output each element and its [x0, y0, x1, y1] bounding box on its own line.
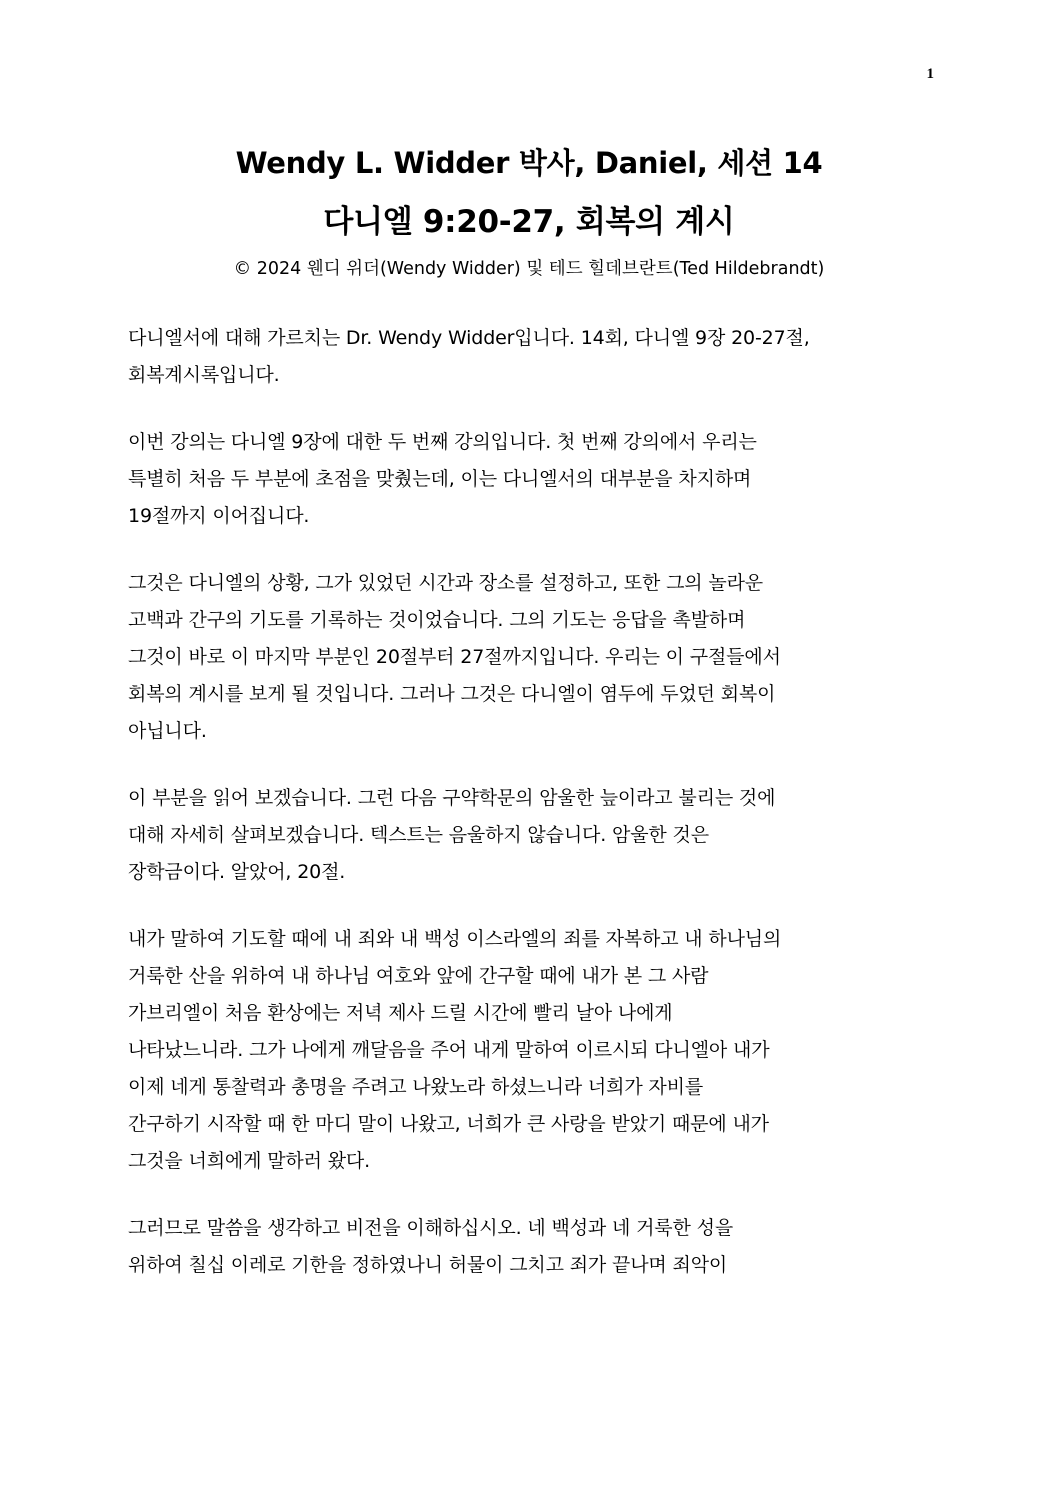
paragraph — [128, 320, 938, 394]
paragraph — [128, 780, 938, 891]
text-line: 이번 강의는 다니엘 9장에 대한 두 번째 강의입니다. 첫 번째 강의에서 우리는 — [128, 431, 757, 453]
text-line: 간구하기 시작할 때 한 마디 말이 나왔고, 너희가 큰 사랑을 받았기 때문에 내가 — [128, 1113, 769, 1135]
paragraph — [128, 424, 938, 535]
text-line: 회복의 계시를 보게 될 것입니다. 그러나 그것은 다니엘이 염두에 두었던 회복이 — [128, 683, 776, 705]
text-line: 나타났느니라. 그가 나에게 깨달음을 주어 내게 말하여 이르시되 다니엘아 내가 — [128, 1039, 770, 1061]
paragraph — [128, 565, 938, 750]
text-line: 장학금이다. 알았어, 20절. — [128, 861, 346, 883]
text-line: 거룩한 산을 위하여 내 하나님 여호와 앞에 간구할 때에 내가 본 그 사람 — [128, 965, 709, 987]
paragraph — [128, 921, 938, 1180]
document-header — [0, 138, 1058, 286]
text-line: 대해 자세히 살펴보겠습니다. 텍스트는 음울하지 않습니다. 암울한 것은 — [128, 824, 709, 846]
text-line: 이 부분을 읽어 보겠습니다. 그런 다음 구약학문의 암울한 늪이라고 불리는 것에 — [128, 787, 776, 809]
text-line: 아닙니다. — [128, 720, 207, 742]
text-line: 그것이 바로 이 마지막 부분인 20절부터 27절까지입니다. 우리는 이 구절들에서 — [128, 646, 781, 668]
page-number: 1 — [926, 66, 934, 82]
text-line: 가브리엘이 처음 환상에는 저녁 제사 드릴 시간에 빨리 날아 나에게 — [128, 1002, 673, 1024]
text-line: 이제 네게 통찰력과 총명을 주려고 나왔노라 하셨느니라 너희가 자비를 — [128, 1076, 704, 1098]
text-line: 19절까지 이어집니다. — [128, 505, 310, 527]
text-line: 고백과 간구의 기도를 기록하는 것이었습니다. 그의 기도는 응답을 촉발하며 — [128, 609, 746, 631]
paragraph — [128, 1210, 938, 1284]
text-line: 내가 말하여 기도할 때에 내 죄와 내 백성 이스라엘의 죄를 자복하고 내 하나님의 — [128, 928, 782, 950]
text-line: 위하여 칠십 이레로 기한을 정하였나니 허물이 그치고 죄가 끝나며 죄악이 — [128, 1254, 728, 1276]
copyright-notice: © 2024 웬디 위더(Wendy Widder) 및 테드 힐데브란트(Ted Hildebrandt) — [233, 259, 825, 279]
document-title: Wendy L. Widder 박사, Daniel, 세션 14 — [235, 146, 823, 180]
document-body — [128, 320, 938, 1314]
text-line: 그것은 다니엘의 상황, 그가 있었던 시간과 장소를 설정하고, 또한 그의 놀라운 — [128, 572, 764, 594]
document-subtitle: 다니엘 9:20-27, 회복의 계시 — [323, 204, 735, 240]
text-line: 그러므로 말씀을 생각하고 비전을 이해하십시오. 네 백성과 네 거룩한 성을 — [128, 1217, 734, 1239]
text-line: 다니엘서에 대해 가르치는 Dr. Wendy Widder입니다. 14회, 다니엘 9장 20-27절, — [128, 327, 810, 349]
text-line: 그것을 너희에게 말하러 왔다. — [128, 1150, 371, 1172]
text-line: 특별히 처음 두 부분에 초점을 맞췄는데, 이는 다니엘서의 대부분을 차지하며 — [128, 468, 752, 490]
text-line: 회복계시록입니다. — [128, 364, 280, 386]
